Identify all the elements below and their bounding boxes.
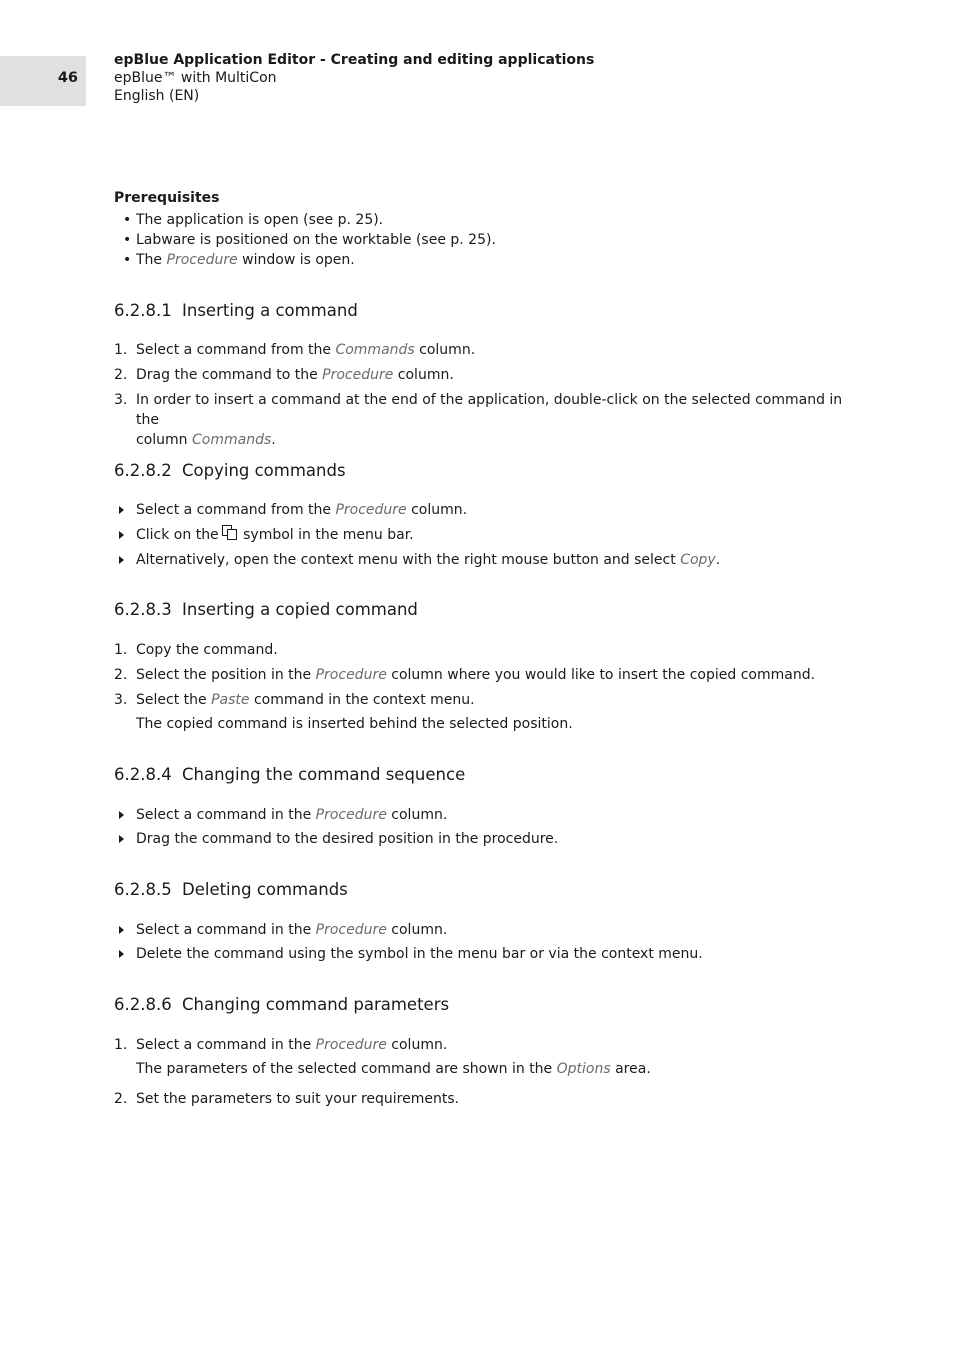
bullet-dot: • (123, 252, 132, 268)
header-subtitle: epBlue™ with MultiCon (114, 70, 277, 86)
section-heading: 6.2.8.3 Inserting a copied command (114, 600, 418, 619)
section-heading: 6.2.8.2 Copying commands (114, 461, 346, 480)
section-heading: 6.2.8.1 Inserting a command (114, 301, 358, 320)
action-text: Select a command in the Procedure column. (136, 807, 448, 823)
ui-term: Paste (211, 692, 250, 708)
step-number: 2. (114, 1091, 128, 1107)
ui-term: Copy (680, 552, 716, 568)
bullet-dot: • (123, 232, 132, 248)
step-result: The copied command is inserted behind the selected position. (136, 716, 573, 732)
step-text: Select a command in the Procedure column. (136, 1037, 448, 1053)
action-arrow-icon (119, 835, 124, 843)
prerequisite-item: • Labware is positioned on the worktable (see p. 25). (123, 232, 496, 248)
ui-term: Options (556, 1061, 611, 1077)
ui-term: Commands (192, 432, 272, 448)
action-arrow-icon (119, 811, 124, 819)
action-arrow-icon (119, 926, 124, 934)
step-number: 1. (114, 642, 128, 658)
step-number: 3. (114, 392, 128, 408)
ui-term: Procedure (315, 667, 387, 683)
step-number: 1. (114, 1037, 128, 1053)
action-text: Drag the command to the desired position in the procedure. (136, 831, 559, 847)
action-arrow-icon (119, 531, 124, 539)
step-text: In order to insert a command at the end of the application, double-click on the selected command in the column Commands. (136, 392, 843, 448)
section-heading: 6.2.8.4 Changing the command sequence (114, 765, 466, 784)
step-text: Copy the command. (136, 642, 278, 658)
step-text: Set the parameters to suit your requirements. (136, 1091, 460, 1107)
action-text: Select a command in the Procedure column. (136, 922, 448, 938)
prerequisites-title: Prerequisites (114, 190, 220, 206)
ui-term: Procedure (315, 807, 387, 823)
action-arrow-icon (119, 950, 124, 958)
prerequisite-item: • The application is open (see p. 25). (123, 212, 384, 228)
action-text: Delete the command using the symbol in the menu bar or via the context menu. (136, 946, 703, 962)
step-number: 1. (114, 342, 128, 358)
action-arrow-icon (119, 556, 124, 564)
ui-term: Procedure (335, 502, 407, 518)
header-language: English (EN) (114, 88, 200, 104)
section-heading: 6.2.8.5 Deleting commands (114, 880, 348, 899)
page-number: 46 (57, 70, 78, 86)
ui-term: Procedure (322, 367, 394, 383)
step-text: Select the Paste command in the context menu. (136, 692, 475, 708)
ui-term: Procedure (166, 252, 238, 268)
action-arrow-icon (119, 506, 124, 514)
step-number: 2. (114, 367, 128, 383)
copy-icon (222, 525, 238, 540)
step-result: The parameters of the selected command are shown in the Options area. (136, 1061, 651, 1077)
running-header (114, 51, 594, 105)
action-text: Alternatively, open the context menu with the right mouse button and select Copy. (136, 552, 721, 568)
action-text: Click on the symbol in the menu bar. (136, 527, 414, 543)
step-text: Drag the command to the Procedure column. (136, 367, 454, 383)
header-title: epBlue Application Editor - Creating and editing applications (114, 52, 595, 68)
prerequisite-item: • The Procedure window is open. (123, 252, 355, 268)
step-text: Select a command from the Commands column. (136, 342, 476, 358)
bullet-dot: • (123, 212, 132, 228)
ui-term: Procedure (315, 1037, 387, 1053)
ui-term: Commands (335, 342, 415, 358)
action-text: Select a command from the Procedure column. (136, 502, 468, 518)
step-text: Select the position in the Procedure column where you would like to insert the copied command. (136, 667, 816, 683)
step-number: 3. (114, 692, 128, 708)
step-number: 2. (114, 667, 128, 683)
section-heading: 6.2.8.6 Changing command parameters (114, 995, 450, 1014)
ui-term: Procedure (315, 922, 387, 938)
